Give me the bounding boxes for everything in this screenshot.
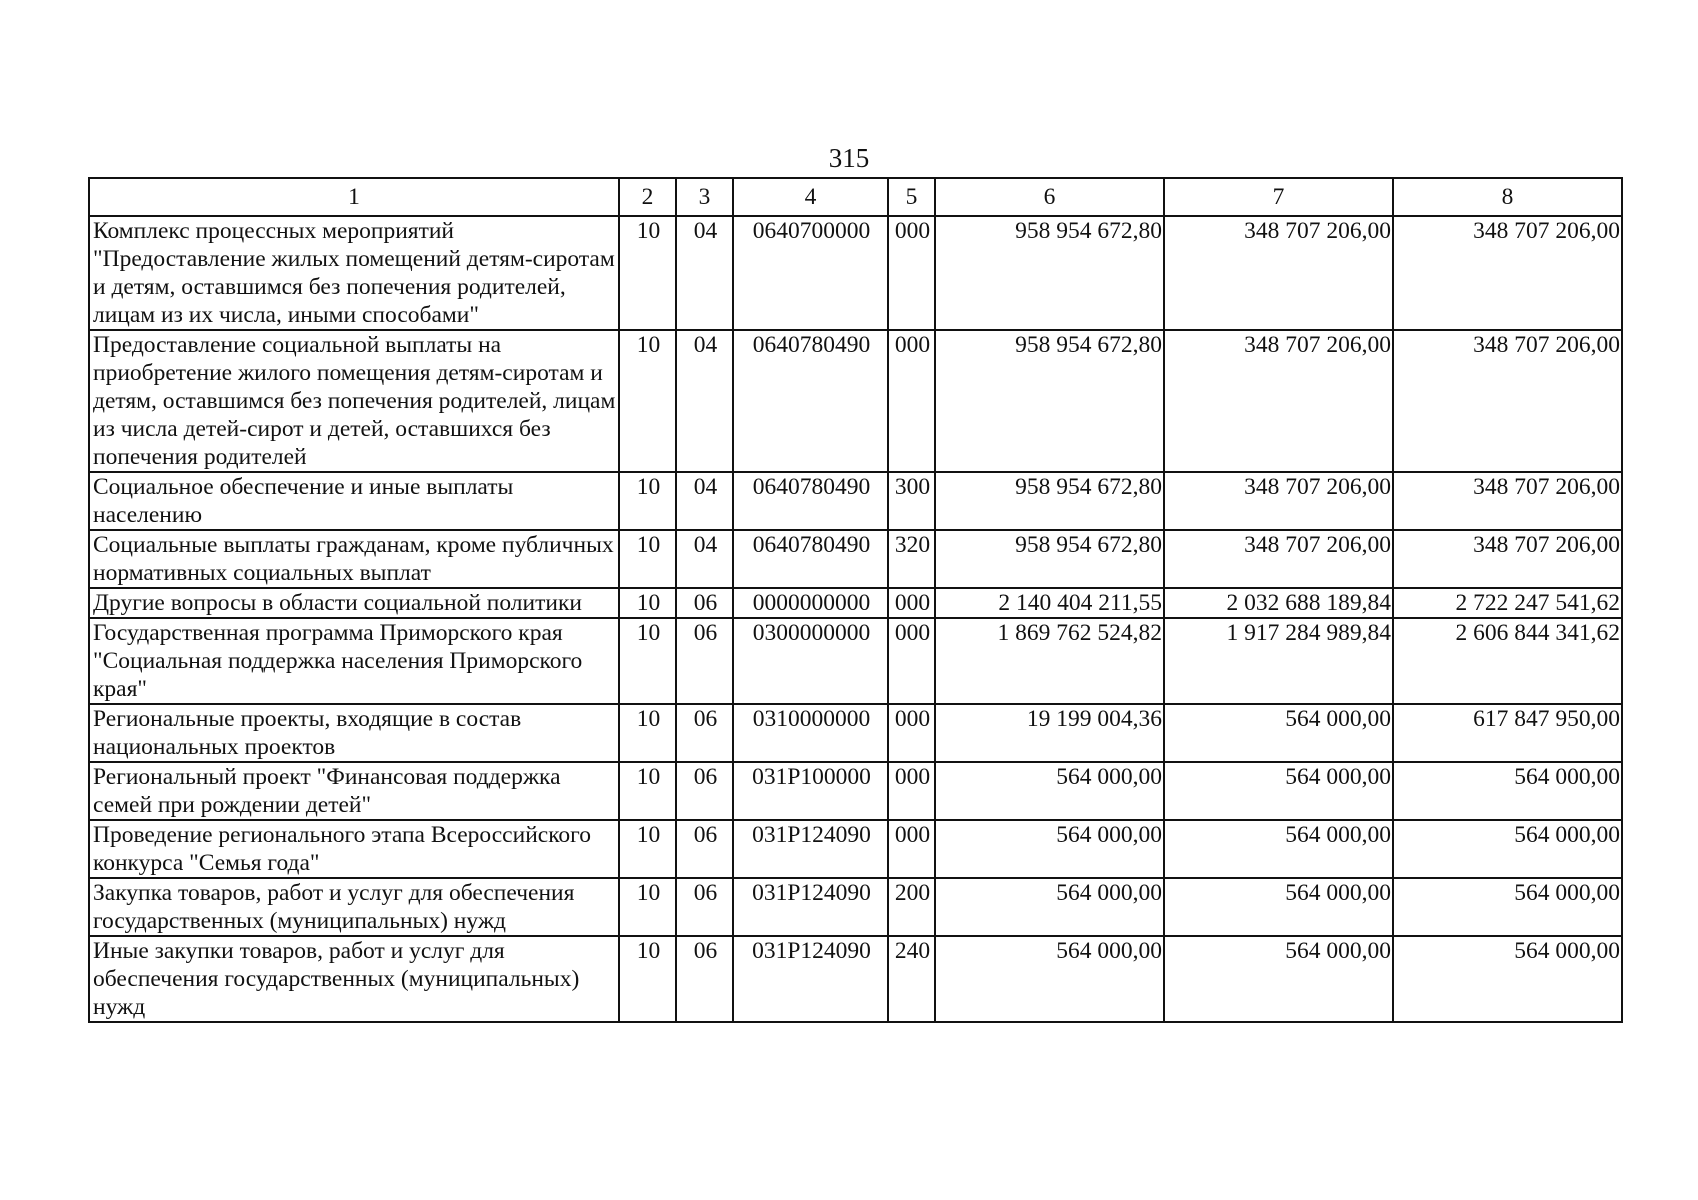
header-cell: 2: [619, 178, 676, 216]
target-article-code: 031P100000: [733, 762, 888, 820]
expense-type-code: 200: [888, 878, 935, 936]
expense-type-code: 320: [888, 530, 935, 588]
section-code: 10: [619, 762, 676, 820]
subsection-code: 06: [676, 820, 733, 878]
target-article-code: 0640780490: [733, 530, 888, 588]
target-article-code: 031P124090: [733, 820, 888, 878]
budget-table: [88, 177, 1623, 1023]
amount-col8: 348 707 206,00: [1393, 216, 1622, 330]
item-name: Иные закупки товаров, работ и услуг для обеспечения государственных (муниципальных) нужд: [89, 936, 619, 1022]
table-row: [89, 530, 1622, 588]
expense-type-code: 000: [888, 216, 935, 330]
section-code: 10: [619, 330, 676, 472]
item-name: Социальные выплаты гражданам, кроме публичных нормативных социальных выплат: [89, 530, 619, 588]
item-name: Региональный проект "Финансовая поддержка семей при рождении детей": [89, 762, 619, 820]
subsection-code: 04: [676, 530, 733, 588]
amount-col7: 348 707 206,00: [1164, 530, 1393, 588]
expense-type-code: 000: [888, 704, 935, 762]
target-article-code: 0310000000: [733, 704, 888, 762]
amount-col6: 958 954 672,80: [935, 530, 1164, 588]
section-code: 10: [619, 588, 676, 618]
expense-type-code: 000: [888, 588, 935, 618]
expense-type-code: 000: [888, 330, 935, 472]
amount-col8: 617 847 950,00: [1393, 704, 1622, 762]
amount-col8: 348 707 206,00: [1393, 530, 1622, 588]
table-row: [89, 878, 1622, 936]
header-cell: 6: [935, 178, 1164, 216]
amount-col8: 348 707 206,00: [1393, 330, 1622, 472]
target-article-code: 0000000000: [733, 588, 888, 618]
amount-col7: 1 917 284 989,84: [1164, 618, 1393, 704]
section-code: 10: [619, 472, 676, 530]
subsection-code: 04: [676, 330, 733, 472]
target-article-code: 0300000000: [733, 618, 888, 704]
amount-col7: 348 707 206,00: [1164, 472, 1393, 530]
subsection-code: 06: [676, 704, 733, 762]
subsection-code: 04: [676, 216, 733, 330]
amount-col6: 564 000,00: [935, 762, 1164, 820]
table-row: [89, 216, 1622, 330]
amount-col7: 564 000,00: [1164, 704, 1393, 762]
amount-col8: 564 000,00: [1393, 936, 1622, 1022]
item-name: Социальное обеспечение и иные выплаты населению: [89, 472, 619, 530]
amount-col8: 348 707 206,00: [1393, 472, 1622, 530]
table-body: [89, 216, 1622, 1022]
item-name: Комплекс процессных мероприятий "Предоставление жилых помещений детям-сиротам и детям, оставшимся без попечения родителей, лицам из их числа, иными способами": [89, 216, 619, 330]
amount-col8: 564 000,00: [1393, 762, 1622, 820]
amount-col6: 564 000,00: [935, 936, 1164, 1022]
amount-col6: 19 199 004,36: [935, 704, 1164, 762]
amount-col7: 348 707 206,00: [1164, 330, 1393, 472]
amount-col7: 2 032 688 189,84: [1164, 588, 1393, 618]
amount-col8: 2 606 844 341,62: [1393, 618, 1622, 704]
subsection-code: 06: [676, 878, 733, 936]
amount-col6: 2 140 404 211,55: [935, 588, 1164, 618]
expense-type-code: 240: [888, 936, 935, 1022]
section-code: 10: [619, 878, 676, 936]
subsection-code: 04: [676, 472, 733, 530]
header-cell: 5: [888, 178, 935, 216]
header-row: [89, 178, 1622, 216]
item-name: Предоставление социальной выплаты на приобретение жилого помещения детям-сиротам и детям, оставшимся без попечения родителей, лицам из числа детей-сирот и детей, оставшихся без попечения родителей: [89, 330, 619, 472]
section-code: 10: [619, 530, 676, 588]
amount-col7: 564 000,00: [1164, 936, 1393, 1022]
expense-type-code: 000: [888, 820, 935, 878]
amount-col6: 958 954 672,80: [935, 216, 1164, 330]
target-article-code: 0640700000: [733, 216, 888, 330]
amount-col6: 958 954 672,80: [935, 472, 1164, 530]
expense-type-code: 000: [888, 618, 935, 704]
table-row: [89, 588, 1622, 618]
item-name: Другие вопросы в области социальной политики: [89, 588, 619, 618]
section-code: 10: [619, 618, 676, 704]
table-row: [89, 618, 1622, 704]
subsection-code: 06: [676, 936, 733, 1022]
table-row: [89, 820, 1622, 878]
table-row: [89, 330, 1622, 472]
expense-type-code: 300: [888, 472, 935, 530]
header-cell: 3: [676, 178, 733, 216]
item-name: Государственная программа Приморского края "Социальная поддержка населения Приморского края": [89, 618, 619, 704]
subsection-code: 06: [676, 588, 733, 618]
amount-col6: 564 000,00: [935, 878, 1164, 936]
subsection-code: 06: [676, 762, 733, 820]
table-row: [89, 472, 1622, 530]
amount-col6: 958 954 672,80: [935, 330, 1164, 472]
item-name: Проведение регионального этапа Всероссийского конкурса "Семья года": [89, 820, 619, 878]
header-cell: 7: [1164, 178, 1393, 216]
section-code: 10: [619, 936, 676, 1022]
page-number: 315: [828, 143, 870, 173]
amount-col7: 348 707 206,00: [1164, 216, 1393, 330]
amount-col7: 564 000,00: [1164, 878, 1393, 936]
amount-col7: 564 000,00: [1164, 762, 1393, 820]
amount-col8: 564 000,00: [1393, 820, 1622, 878]
section-code: 10: [619, 820, 676, 878]
section-code: 10: [619, 704, 676, 762]
item-name: Закупка товаров, работ и услуг для обеспечения государственных (муниципальных) нужд: [89, 878, 619, 936]
item-name: Региональные проекты, входящие в состав национальных проектов: [89, 704, 619, 762]
header-cell: 4: [733, 178, 888, 216]
amount-col8: 564 000,00: [1393, 878, 1622, 936]
amount-col6: 1 869 762 524,82: [935, 618, 1164, 704]
subsection-code: 06: [676, 618, 733, 704]
table-row: [89, 936, 1622, 1022]
target-article-code: 031P124090: [733, 936, 888, 1022]
table-row: [89, 704, 1622, 762]
amount-col6: 564 000,00: [935, 820, 1164, 878]
amount-col8: 2 722 247 541,62: [1393, 588, 1622, 618]
header-cell: 8: [1393, 178, 1622, 216]
header-cell: 1: [89, 178, 619, 216]
amount-col7: 564 000,00: [1164, 820, 1393, 878]
target-article-code: 0640780490: [733, 330, 888, 472]
target-article-code: 031P124090: [733, 878, 888, 936]
section-code: 10: [619, 216, 676, 330]
expense-type-code: 000: [888, 762, 935, 820]
target-article-code: 0640780490: [733, 472, 888, 530]
table-row: [89, 762, 1622, 820]
